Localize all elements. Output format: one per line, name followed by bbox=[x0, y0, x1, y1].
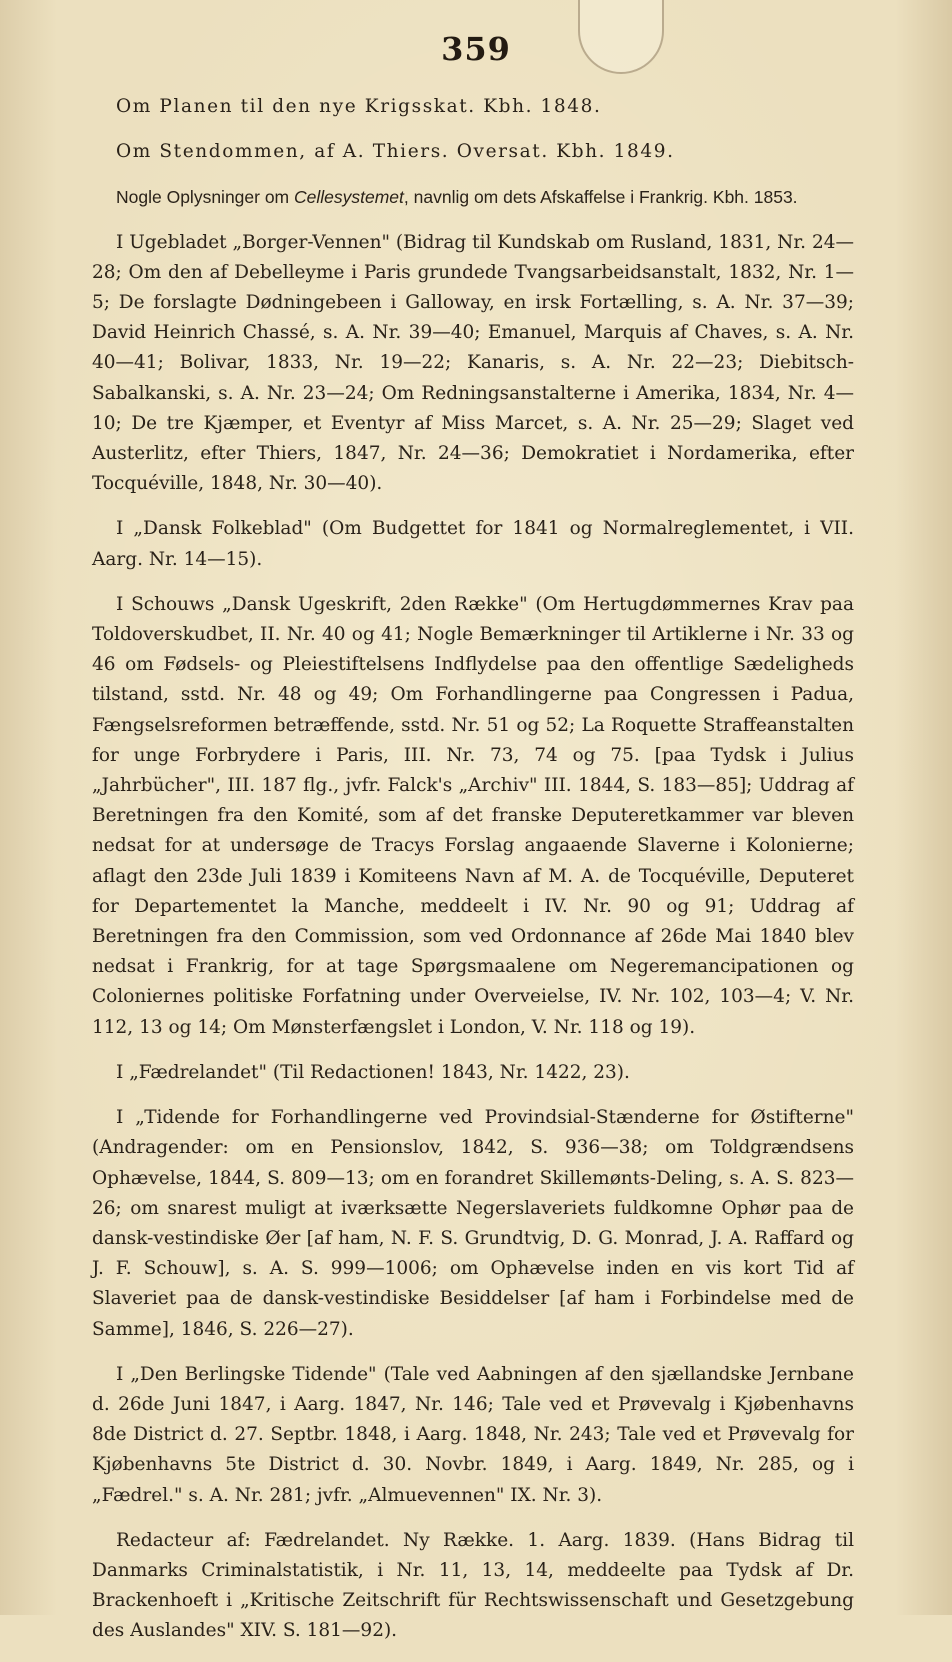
bibliography-entry-8: I „Tidende for Forhandlingerne ved Provindsial-Stænderne for Østifterne" (Andragender: om en Pensionslov, 1842, S. 936—38; om Toldgrændsens Ophævelse, 1844, S. 809—13; om en forandret Skillemønts-Deling, s. A. S. 823—26; om snarest muligt at iværksætte Negerslaveriets fuldkomne Ophør paa de dansk-vestindiske Øer [af ham, N. F. S. Grundtvig, D. G. Monrad, J. A. Raffard og J. F. Schouw], s. A. S. 999—1006; om Ophævelse inden en vis kort Tid af Slaveriet paa de dansk-vestindiske Besiddelser [af ham i Forbindelse med de Samme], 1846, S. 226—27). bbox=[92, 1107, 854, 1340]
bibliography-entry-5: I „Dansk Folkeblad" (Om Budgettet for 1841 og Normalreglementet, i VII. Aarg. Nr. 14—15). bbox=[92, 518, 854, 570]
page-number: 359 bbox=[441, 30, 511, 68]
bibliography-entry-1: Om Planen til den nye Krigsskat. Kbh. 1848. bbox=[116, 96, 602, 117]
entry-3-prefix: Nogle Oplysninger om bbox=[116, 187, 294, 208]
bibliography-entry-2: Om Stendommen, af A. Thiers. Oversat. Kbh. 1849. bbox=[116, 141, 675, 163]
bibliography-entry-10: Redacteur af: Fædrelandet. Ny Række. 1. Aarg. 1839. (Hans Bidrag til Danmarks Criminalstatistik, i Nr. 11, 13, 14, meddeelte paa Tydsk af Dr. Brackenhoeft i „Kritische Zeitschrift für Rechtswissenschaft und Gesetzgebung des Auslandes" XIV. S. 181—92). bbox=[92, 1529, 854, 1642]
bibliography-entry-7: I „Fædrelandet" (Til Redactionen! 1843, Nr. 1422, 23). bbox=[116, 1061, 630, 1083]
bibliography-entry-9: I „Den Berlingske Tidende" (Tale ved Aabningen af den sjællandske Jernbane d. 26de Juni 1847, i Aarg. 1847, Nr. 146; Tale ved et Prøvevalg i Kjøbenhavns 8de District d. 27. Septbr. 1848, i Aarg. 1848, Nr. 243; Tale ved et Prøvevalg for Kjøbenhavns 5te District d. 30. Novbr. 1849, i Aarg. 1849, Nr. 285, og i „Fædrel." s. A. Nr. 281; jvfr. „Almuevennen" IX. Nr. 3). bbox=[92, 1363, 854, 1506]
bibliography-entry-6: I Schouws „Dansk Ugeskrift, 2den Række" (Om Hertugdømmernes Krav paa Toldoverskudbet, II. Nr. 40 og 41; Nogle Bemærkninger til Artiklerne i Nr. 33 og 46 om Fødsels- og Pleiestiftelsens Indflydelse paa den offentlige Sædeligheds tilstand, sstd. Nr. 48 og 49; Om Forhandlingerne paa Congressen i Padua, Fængselsreformen betræffende, sstd. Nr. 51 og 52; La Roquette Straffeanstalten for unge Forbrydere i Paris, III. Nr. 73, 74 og 75. [paa Tydsk i Julius „Jahrbücher", III. 187 flg., jvfr. Falck's „Archiv" III. 1844, S. 183—85]; Uddrag af Beretningen fra den Komité, som af det franske Deputeretkammer var bleven nedsat for at undersøge de Tracys Forslag angaaende Slaverne i Kolonierne; aflagt den 23de Juli 1839 i Komiteens Navn af M. A. de Tocquéville, Deputeret for Departementet la Manche, meddeelt i IV. Nr. 90 og 91; Uddrag af Beretningen fra den Commission, som ved Ordonnance af 26de Mai 1840 blev nedsat i Frankrig, for at tage Spørgsmaalene om Negeremancipationen og Coloniernes politiske Forfatning under Overveielse, IV. Nr. 102, 103—4; V. Nr. 112, 13 og 14; Om Mønsterfængslet i London, V. Nr. 118 og 19). bbox=[92, 593, 854, 1038]
bibliography-entry-4: I Ugebladet „Borger-Vennen" (Bidrag til Kundskab om Rusland, 1831, Nr. 24—28; Om den af Debelleyme i Paris grundede Tvangsarbeidsanstalt, 1832, Nr. 1—5; De forslagte Dødningebeen i Galloway, en irsk Fortælling, s. A. Nr. 37—39; David Heinrich Chassé, s. A. Nr. 39—40; Emanuel, Marquis af Chaves, s. A. Nr. 40—41; Bolivar, 1833, Nr. 19—22; Kanaris, s. A. Nr. 22—23; Diebitsch-Sabalkanski, s. A. Nr. 23—24; Om Redningsanstalterne i Amerika, 1834, Nr. 4—10; De tre Kjæmper, et Eventyr af Miss Marcet, s. A. Nr. 25—29; Slaget ved Austerlitz, efter Thiers, 1847, Nr. 24—36; Demokratiet i Nordamerika, efter Tocquéville, 1848, Nr. 30—40). bbox=[92, 231, 854, 495]
entry-3-suffix: , navnlig om dets Afskaffelse i Frankrig. Kbh. 1853. bbox=[403, 187, 798, 208]
page-body bbox=[92, 92, 854, 1662]
bibliography-entry-3 bbox=[92, 182, 854, 212]
entry-3-italic-title: Cellesystemet bbox=[294, 187, 404, 208]
